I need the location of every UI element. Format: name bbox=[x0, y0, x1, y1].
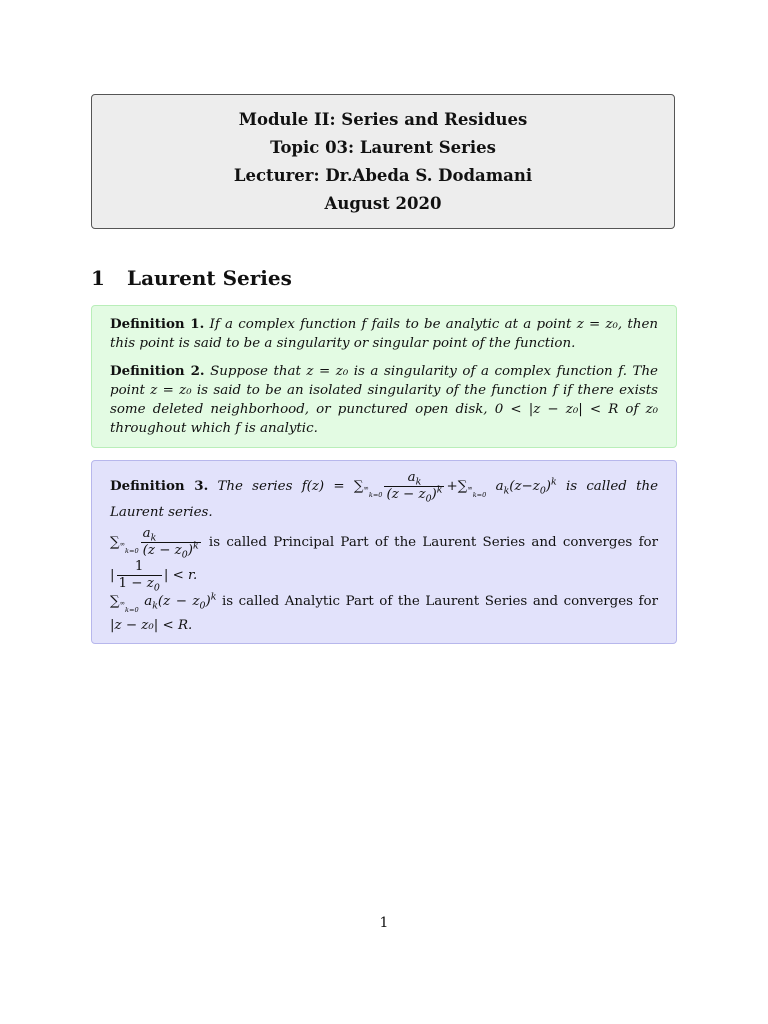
definition-3-tail: is called the Laurent series. bbox=[110, 479, 659, 520]
analytic-part: $\sum_{^\infty_{k=0}}$ $a_k(z - z_0)^k$ is called Analytic Part of the Laurent Series and converges for bbox=[110, 591, 658, 614]
title-box bbox=[91, 94, 675, 229]
definition-2 bbox=[110, 362, 658, 438]
definitions-box-blue bbox=[91, 460, 677, 644]
definition-1-label: Definition 1. bbox=[110, 316, 205, 332]
principal-part-text: is called Principal Part of the Laurent Series and converges for bbox=[208, 535, 658, 550]
definition-2-label: Definition 2. bbox=[110, 363, 205, 379]
module-title: Module II: Series and Residues bbox=[238, 110, 528, 129]
section-number: 1 bbox=[91, 266, 105, 290]
section-heading bbox=[91, 266, 292, 290]
definition-2-text: Suppose that z = z₀ is a singularity of a complex function f. The point z = z₀ is said to be an isolated singularity of the function f if there exists some deleted neighborhood, or punctured open disk, 0 < |z − z₀| < R of z₀ throughout which f is analytic. bbox=[110, 364, 658, 436]
analytic-part-text: is called Analytic Part of the Laurent Series and converges for bbox=[221, 594, 658, 609]
lecturer-name: Lecturer: Dr.Abeda S. Dodamani bbox=[233, 166, 533, 185]
definition-3-label: Definition 3. bbox=[110, 478, 209, 494]
definitions-box-green bbox=[91, 305, 677, 448]
definition-1 bbox=[110, 315, 658, 353]
date: August 2020 bbox=[324, 194, 442, 213]
definition-3-intro: The series bbox=[217, 479, 293, 494]
analytic-condition: |z − z₀| < R. bbox=[110, 618, 193, 633]
page-number: 1 bbox=[379, 915, 389, 931]
laurent-formula: $f(z) = \sum_{^\infty_{k=0}}$ $\frac{a_k}{(z - z_0)^k}$ $+\sum_{^\infty_{k=0}}$ $a_k(z-z_0)^k$ bbox=[301, 470, 557, 505]
principal-part: $\sum_{^\infty_{k=0}}$ $\frac{a_k}{(z - z_0)^k}$ is called Principal Part of the Laurent Series and converges for bbox=[110, 526, 658, 561]
definition-1-text: If a complex function f fails to be analytic at a point z = z₀, then this point is said to be a singularity or singular point of the function. bbox=[110, 317, 658, 351]
topic-title: Topic 03: Laurent Series bbox=[270, 138, 496, 157]
section-title-text: Laurent Series bbox=[127, 266, 292, 290]
definition-3 bbox=[110, 470, 658, 522]
principal-condition: | $\frac{1}{1 - z_0}$ | < r. bbox=[110, 559, 198, 594]
